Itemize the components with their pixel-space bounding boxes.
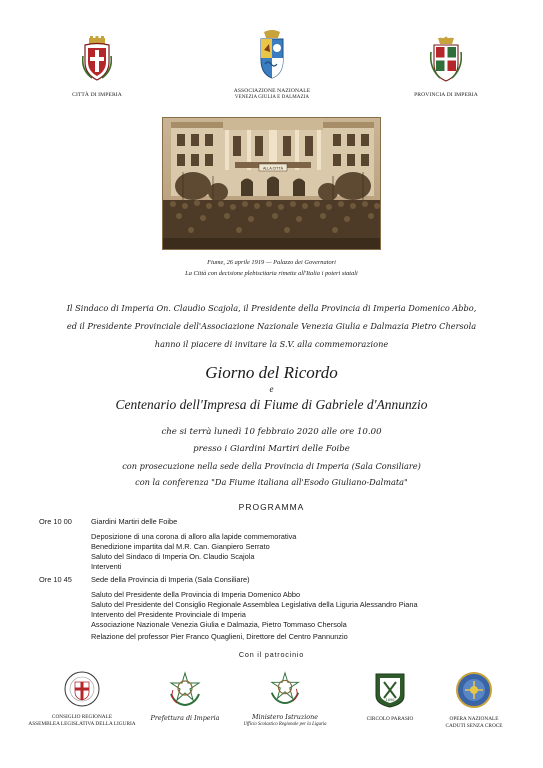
provincia-di-imperia-crest xyxy=(410,36,482,99)
event-title: Giorno del Ricordo xyxy=(205,363,338,382)
anvgd-label-line2: VENEZIA GIULIA E DALMAZIA xyxy=(234,94,310,100)
ministero-label: Ministero Istruzione xyxy=(251,713,318,721)
details-line4: con la conferenza "Da Fiume italiana all'Esodo Giuliano-Dalmata" xyxy=(135,477,408,487)
program-block2-time: Ore 10 45 xyxy=(39,575,72,584)
consiglio-regionale-liguria-seal-icon xyxy=(63,670,101,708)
program-block2-closing: Relazione del professor Pier Franco Quaglieni, Direttore del Centro Pannunzio xyxy=(91,632,348,641)
palazzo-governatori-photo-image xyxy=(163,118,381,250)
event-subtitle: Centenario dell'Impresa di Fiume di Gabriele d'Annunzio xyxy=(115,397,428,412)
circolo-parasio-label: CIRCOLO PARASIO xyxy=(366,716,414,722)
program-block1-item-1: Deposizione di una corona di alloro alla lapide commemorativa xyxy=(91,532,297,541)
provincia-coat-of-arms-icon xyxy=(430,36,462,82)
opera-nazionale-label-2: CADUTI SENZA CROCE xyxy=(445,722,503,729)
parasio-year: 1896 xyxy=(385,697,395,702)
opera-nazionale-label-1: OPERA NAZIONALE xyxy=(449,716,499,722)
program-block1-item-3: Saluto del Sindaco di Imperia On. Claudio Scajola xyxy=(91,552,255,561)
program-heading: PROGRAMMA xyxy=(238,502,305,512)
logo-ministero-istruzione xyxy=(225,670,345,727)
consiglio-regionale-label-1: CONSIGLIO REGIONALE xyxy=(51,714,113,720)
anvgd-crest xyxy=(227,30,317,101)
consiglio-regionale-label-2: ASSEMBLEA LEGISLATIVA DELLA LIGURIA xyxy=(28,720,136,727)
logo-circolo-parasio xyxy=(350,672,430,723)
program-block2-item-4: Associazione Nazionale Venezia Giulia e Dalmazia, Pietro Tommaso Chersola xyxy=(91,620,347,629)
photo-caption-line1: Fiume, 26 aprile 1919 — Palazzo dei Governatori xyxy=(207,259,336,266)
photo-caption-line2: La Città con decisione plebiscitaria rimette all'Italia i poteri statali xyxy=(185,270,358,277)
invitation-line1: Il Sindaco di Imperia On. Claudio Scajola, il Presidente della Provincia di Imperia Domenico Abbo, xyxy=(66,303,477,313)
italian-republic-emblem-icon xyxy=(167,670,203,708)
program-block1-item-2: Benedizione impartita dal M.R. Can. Gianpiero Serrato xyxy=(91,542,270,551)
historic-photo-palazzo-governatori xyxy=(162,117,381,250)
citta-di-imperia-label: CITTÀ DI IMPERIA xyxy=(72,92,122,98)
program-block2-item-2: Saluto del Presidente del Consiglio Regionale Assemblea Legislativa della Liguria Alessandro Piana xyxy=(91,600,418,609)
invitation-line3: hanno il piacere di invitare la S.V. alla commemorazione xyxy=(154,339,389,349)
program-block1-time: Ore 10 00 xyxy=(39,517,72,526)
program-block1-place: Giardini Martiri delle Foibe xyxy=(91,517,178,526)
program-block2-item-1: Saluto del Presidente della Provincia di Imperia Domenico Abbo xyxy=(91,590,301,599)
venezia-giulia-dalmazia-emblem-icon xyxy=(257,30,287,80)
details-line3: con prosecuzione nella sede della Provincia di Imperia (Sala Consiliare) xyxy=(122,461,421,471)
logo-opera-nazionale xyxy=(424,672,524,730)
details-line2: presso i Giardini Martiri delle Foibe xyxy=(193,444,350,454)
imperia-coat-of-arms-icon xyxy=(82,36,112,82)
invitation-line2: ed il Presidente Provinciale dell'Associazione Nazionale Venezia Giulia e Dalmazia Pietro Chersola xyxy=(66,321,477,331)
patronage-heading: Con il patrocinio xyxy=(238,650,305,659)
details-line1: che si terrà lunedì 10 febbraio 2020 alle ore 10.00 xyxy=(161,427,382,437)
photo-sign-text: ALLA CITTÀ xyxy=(263,166,283,171)
program-block2-place: Sede della Provincia di Imperia (Sala Consiliare) xyxy=(91,575,250,584)
logo-consiglio-regionale xyxy=(22,670,142,728)
logo-prefettura xyxy=(135,670,235,722)
program-block2-item-3: Intervento del Presidente Provinciale di Imperia xyxy=(91,610,246,619)
ministero-emblem-icon xyxy=(268,670,302,706)
caduti-senza-croce-medallion-icon xyxy=(456,672,492,708)
prefettura-label: Prefettura di Imperia xyxy=(150,714,220,722)
anvgd-label-line1: ASSOCIAZIONE NAZIONALE xyxy=(233,88,311,94)
event-conjunction: e xyxy=(269,384,274,394)
circolo-parasio-badge-icon xyxy=(374,672,406,708)
ministero-sublabel: Ufficio Scolastico Regionale per la Liguria xyxy=(243,722,327,728)
citta-di-imperia-crest xyxy=(62,36,132,99)
program-block1-item-4: Interventi xyxy=(91,562,122,571)
provincia-di-imperia-label: PROVINCIA DI IMPERIA xyxy=(414,92,478,98)
